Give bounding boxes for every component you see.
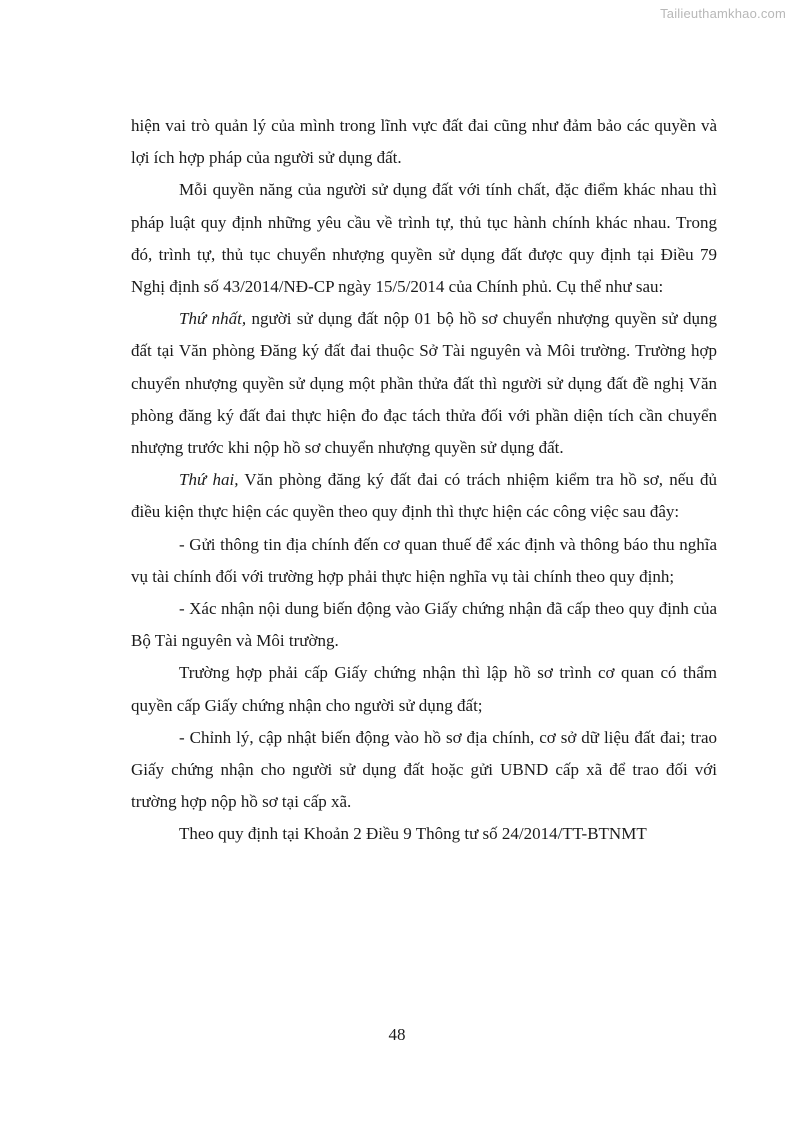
list-item-tax-info: - Gửi thông tin địa chính đến cơ quan thuế để xác định và thông báo thu nghĩa vụ tài chính đối với trường hợp phải thực hiện nghĩa vụ tài chính theo quy định; [131,534,717,586]
paragraph-step-second: Thứ hai, Văn phòng đăng ký đất đai có trách nhiệm kiểm tra hồ sơ, nếu đủ điều kiện thực hiện các quyền theo quy định thì thực hiện các công việc sau đây: [131,470,718,522]
paragraph-rights-procedures: Mỗi quyền năng của người sử dụng đất với tính chất, đặc điểm khác nhau thì pháp luật quy định những yêu cầu về trình tự, thủ tục hành chính khác nhau. Trong đó, trình tự, thủ tục chuyển nhượng quyền sử dụng đất được quy định tại Điều 79 Nghị định số 43/2014/NĐ-CP ngày 15/5/2014 của Chính phủ. Cụ thể như sau: [131,180,717,297]
paragraph-certificate-issue: Trường hợp phải cấp Giấy chứng nhận thì lập hồ sơ trình cơ quan có thẩm quyền cấp Giấy chứng nhận cho người sử dụng đất; [131,663,717,715]
paragraph-circular-reference: Theo quy định tại Khoản 2 Điều 9 Thông tư số 24/2014/TT-BTNMT [179,824,647,844]
paragraph-lead-first: Thứ nhất, [179,309,247,329]
page-number: 48 [388,1025,406,1044]
paragraph-lead-second: Thứ hai, [179,470,239,490]
paragraph-step-first: Thứ nhất, người sử dụng đất nộp 01 bộ hồ sơ chuyển nhượng quyền sử dụng đất tại Văn phòng Đăng ký đất đai thuộc Sở Tài nguyên và Môi trường. Trường hợp chuyển nhượng quyền sử dụng một phần thửa đất thì người sử dụng đất đề nghị Văn phòng đăng ký đất đai thực hiện đo đạc tách thửa đối với phần diện tích cần chuyển nhượng trước khi nộp hồ sơ chuyển nhượng quyền sử dụng đất. [131,309,717,458]
document-body [131,110,717,851]
list-item-cadastral-update: - Chỉnh lý, cập nhật biến động vào hồ sơ địa chính, cơ sở dữ liệu đất đai; trao Giấy chứng nhận cho người sử dụng đất hoặc gửi UBND cấp xã để trao đối với trường hợp nộp hồ sơ tại cấp xã. [131,727,717,812]
paragraph-continuation: hiện vai trò quản lý của mình trong lĩnh vực đất đai cũng như đảm bảo các quyền và lợi ích hợp pháp của người sử dụng đất. [131,116,717,168]
list-item-certificate-confirm: - Xác nhận nội dung biến động vào Giấy chứng nhận đã cấp theo quy định của Bộ Tài nguyên và Môi trường. [131,599,717,651]
watermark-text: Tailieuthamkhao.com [660,6,786,21]
